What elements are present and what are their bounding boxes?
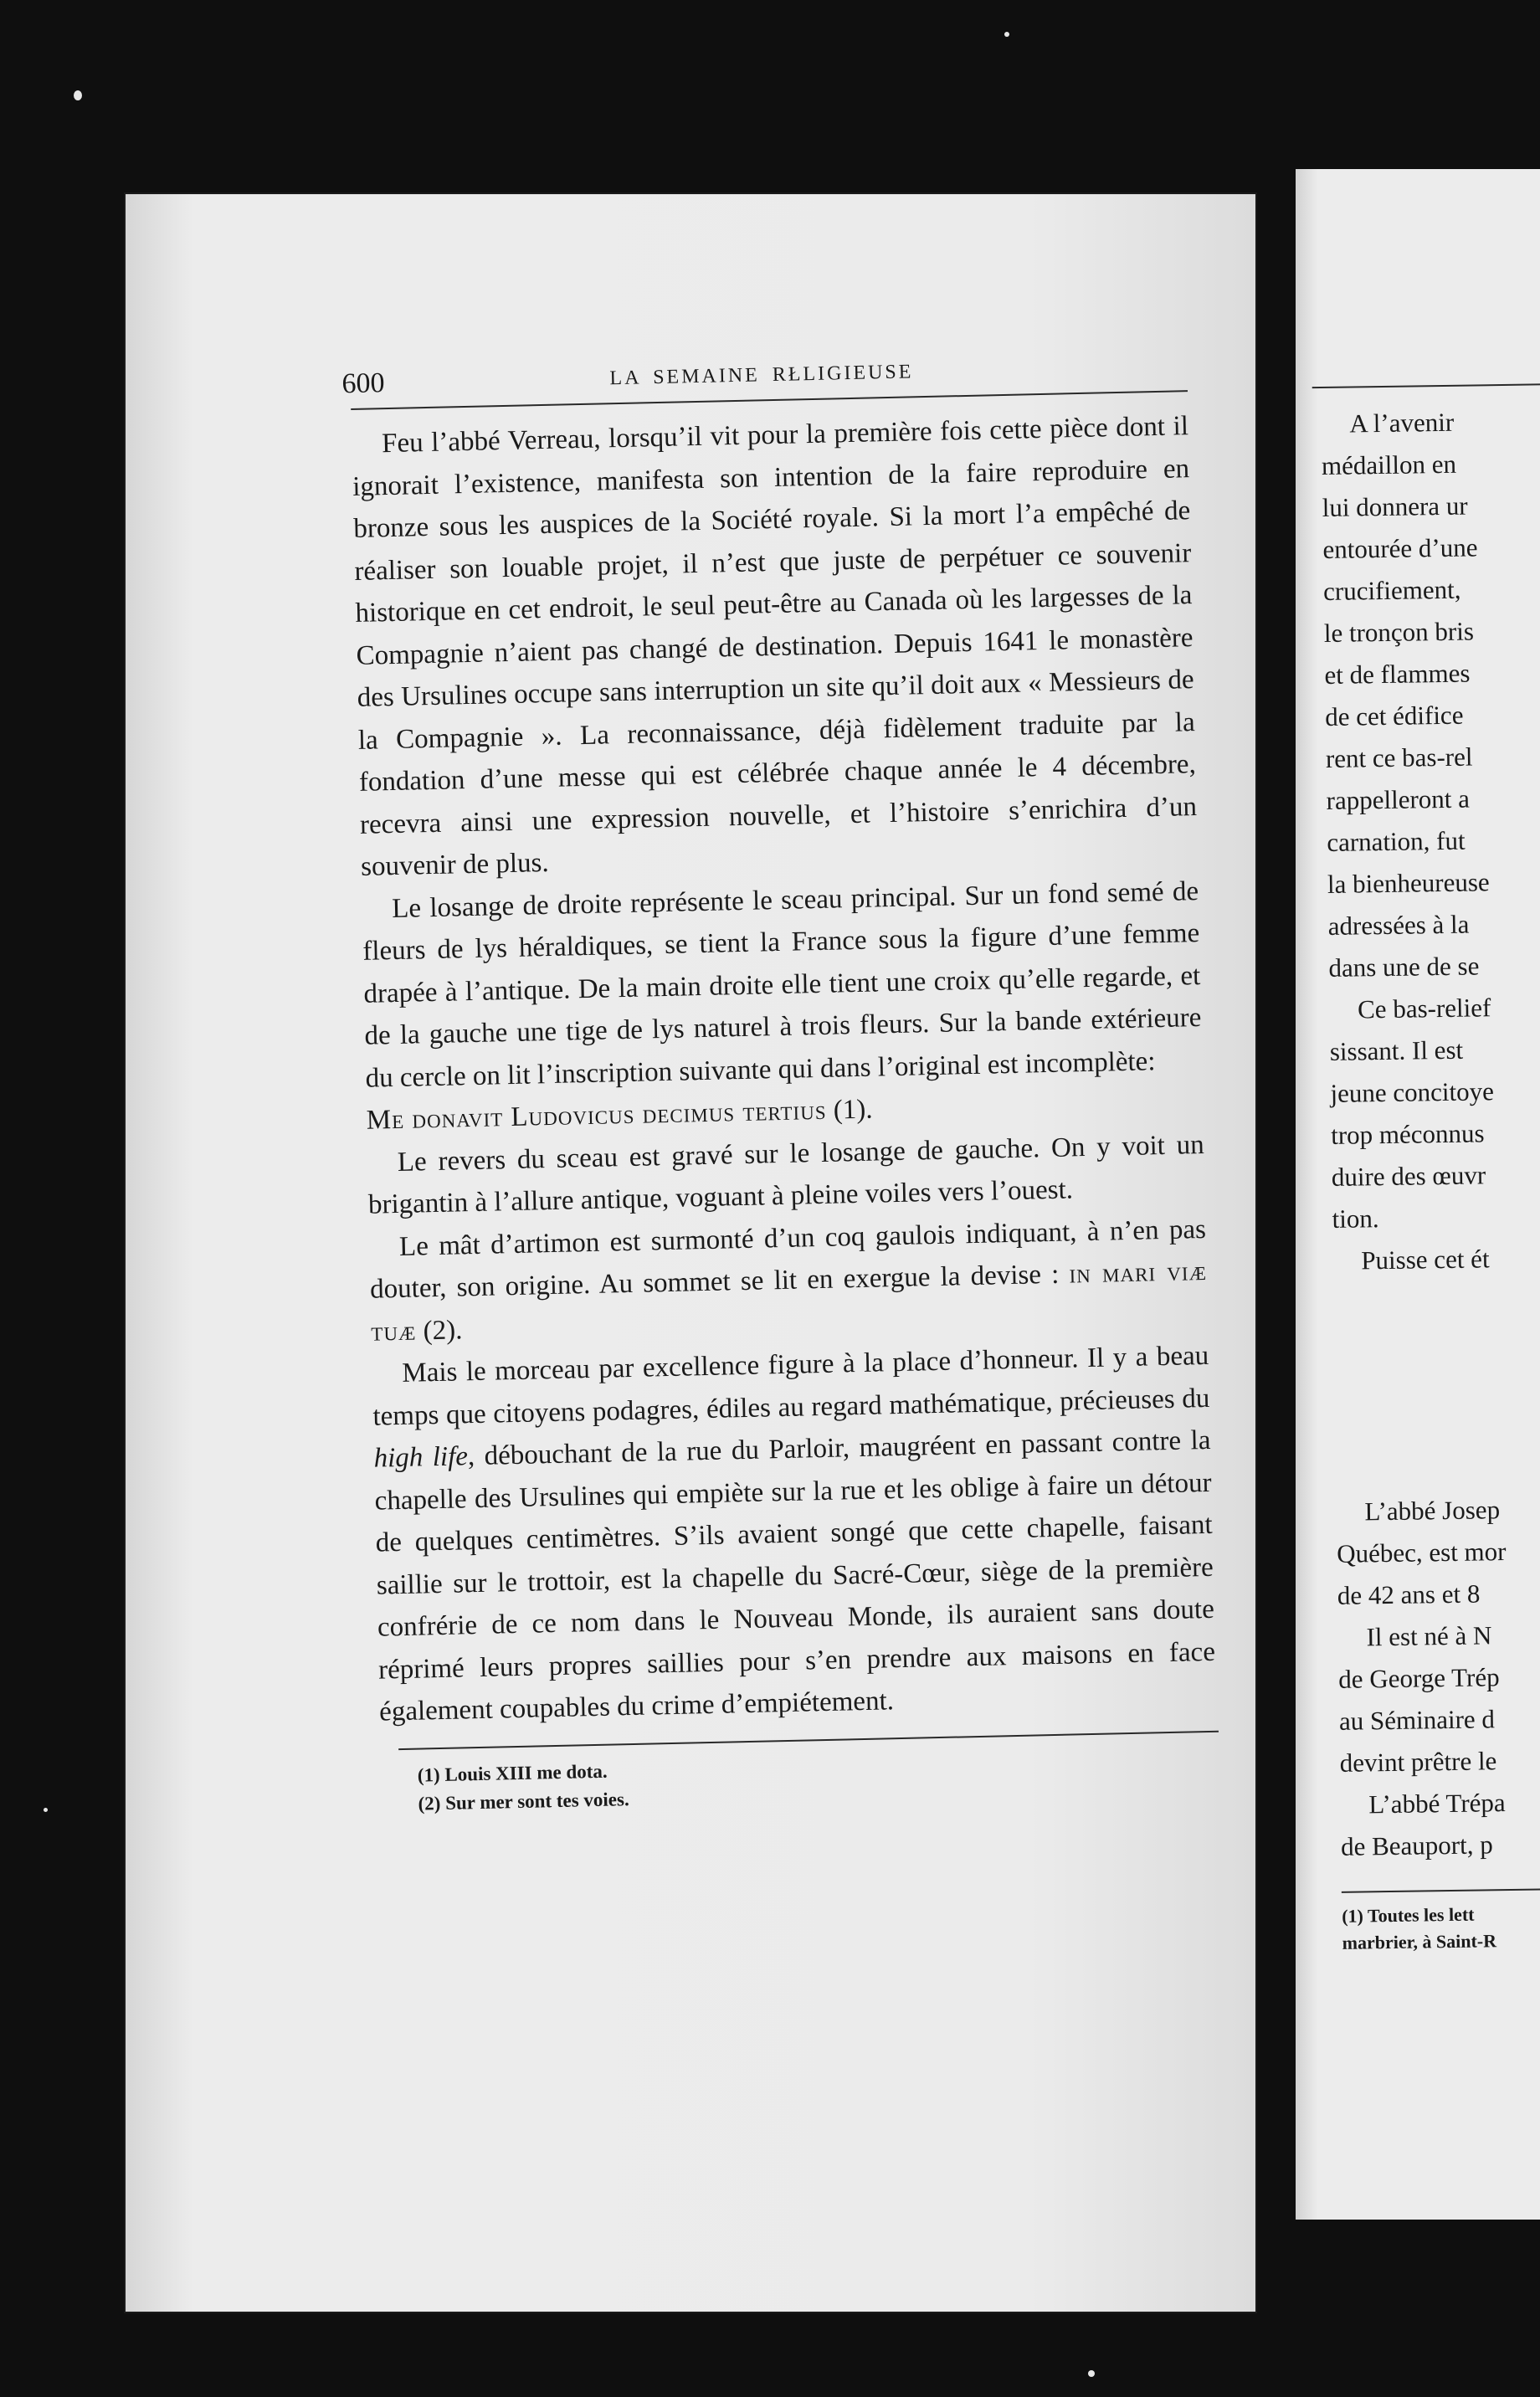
right-footnotes (1342, 1894, 1540, 1957)
right-line: rent ce bas-rel (1325, 742, 1473, 773)
right-footnote-rule (1342, 1884, 1540, 1892)
right-line: L’abbé Trépa (1368, 1788, 1506, 1820)
right-line: tion. (1332, 1204, 1379, 1234)
page-header (341, 343, 1188, 410)
right-line: A l’avenir (1349, 407, 1455, 439)
right-footnote: (1) Toutes les lett (1342, 1903, 1475, 1927)
right-line: entourée d’une (1322, 532, 1478, 564)
right-line: rappelleront a (1326, 783, 1471, 815)
right-line: de 42 ans et 8 (1337, 1578, 1481, 1610)
right-text-top (1321, 394, 1540, 1282)
right-footnote: marbrier, à Saint-R (1342, 1930, 1497, 1953)
paragraph-1: Feu l’abbé Verreau, lorsqu’il vit pour la première fois cette pièce dont il ignorait l’existence, manifesta son intention de la faire reproduire en bronze sous les auspices de la Société royale. Si la mort l’a empêché de réaliser son louable projet, il n’est que juste de perpétuer ce souvenir historique en cet endroit, le seul peut-être au Canada où les largesses de la Compagnie n’aient pas changé de destination. Depuis 1641 le monastère des Ursulines occupe sans interruption un site qu’il doit aux « Messieurs de la Compagnie ». La reconnaissance, déjà fidèlement traduite par la fondation d’une messe qui est célébrée chaque année le 4 décembre, recevra ainsi une expression nouvelle, et l’histoire s’enrichira d’un souvenir de plus. (352, 411, 1198, 882)
right-line: sissant. Il est (1329, 1034, 1464, 1066)
paragraph-5 (372, 1335, 1217, 1733)
right-line: Ce bas-relief (1357, 993, 1491, 1024)
paragraph-5-start: Mais le morceau par excellence figure à la place d’honneur. Il y a beau temps que citoyens podagres, édiles au regard mathématique, précieuses du (372, 1340, 1210, 1432)
right-line: le tronçon bris (1323, 616, 1475, 648)
right-line: Puisse cet ét (1361, 1244, 1490, 1275)
right-line: de George Trép (1338, 1662, 1500, 1694)
film-speck (1004, 32, 1009, 37)
footnote-2: (2) Sur mer sont tes voies. (418, 1788, 629, 1814)
film-speck (44, 1808, 48, 1812)
right-page (1296, 169, 1540, 2220)
right-text-bottom (1336, 1482, 1540, 1868)
right-line: de Beauport, p (1340, 1830, 1493, 1861)
paragraph-5-end: , débouchant de la rue du Parloir, maugréent en passant contre la chapelle des Ursulines qui empiète sur la rue et les oblige à faire un détour de quelques centimètres. S’ils avaient songé que cette chapelle, faisant saillie sur le trottoir, est la chapelle du Sacré-Cœur, siège de la première confrérie de ce nom dans le Nouveau Monde, ils auraient sans doute réprimé leurs propres saillies pour s’en prendre aux maisons en face également coupables du crime d’empiétement. (374, 1424, 1216, 1727)
footnotes (417, 1743, 1218, 1818)
right-line: la bienheureuse (1327, 867, 1490, 899)
right-header-rule (1312, 380, 1540, 388)
inscription-ref: (1). (826, 1094, 873, 1126)
right-line: Il est né à N (1366, 1620, 1492, 1652)
footnote-1: (1) Louis XIII me dota. (417, 1760, 608, 1786)
film-speck (74, 90, 82, 100)
right-line: duire des œuvr (1331, 1160, 1486, 1192)
inscription: Me donavit Ludovicus decimus tertius (366, 1095, 827, 1136)
film-speck (1088, 2370, 1095, 2377)
right-line: jeune concitoye (1330, 1076, 1495, 1108)
right-line: au Séminaire d (1338, 1704, 1496, 1736)
right-line: carnation, fut (1327, 825, 1466, 857)
body-text (352, 405, 1217, 1733)
right-line: crucifiement, (1322, 574, 1461, 606)
paragraph-3: Le revers du sceau est gravé sur le losange de gauche. On y voit un brigantin à l’allure antique, voguant à pleine voiles vers l’ouest. (367, 1129, 1205, 1220)
motto-ref: (2). (416, 1314, 463, 1347)
paragraph-2 (362, 870, 1203, 1100)
right-line: adressées à la (1327, 909, 1470, 941)
paragraph-2-text: Le losange de droite représente le sceau principal. Sur un fond semé de fleurs de lys héraldiques, se tient la France sous la figure d’une femme drapée à l’antique. De la main droite elle tient une croix qu’elle regarde, et de la gauche une tige de lys naturel à trois fleurs. Sur la bande extérieure du cercle on lit l’inscription suivante qui dans l’original est incomplète: (362, 875, 1202, 1094)
right-line: dans une de se (1328, 951, 1480, 983)
right-line: médaillon en (1321, 449, 1457, 480)
right-line: lui donnera ur (1322, 490, 1468, 522)
paragraph-4 (369, 1208, 1209, 1352)
right-page-content (1321, 394, 1540, 1957)
right-line: Québec, est mor (1336, 1537, 1507, 1568)
right-line: devint prêtre le (1339, 1746, 1497, 1778)
right-line: trop méconnus (1330, 1118, 1485, 1150)
left-page-content (341, 343, 1219, 1819)
running-head: LA SEMAINE RŁLIGIEUSE (609, 361, 914, 390)
paragraph-5-italic: high life (373, 1441, 469, 1474)
motto: in mari viæ tuæ (370, 1255, 1208, 1347)
right-line: et de flammes (1324, 658, 1471, 690)
right-line: de cet édifice (1324, 700, 1464, 731)
left-page (126, 194, 1255, 2312)
page-number: 600 (341, 367, 385, 400)
right-line: L’abbé Josep (1364, 1495, 1501, 1527)
paragraph-4-text: Le mât d’artimon est surmonté d’un coq gaulois indiquant, à n’en pas douter, son origine. Au sommet se lit en exergue la devise : (369, 1214, 1207, 1305)
